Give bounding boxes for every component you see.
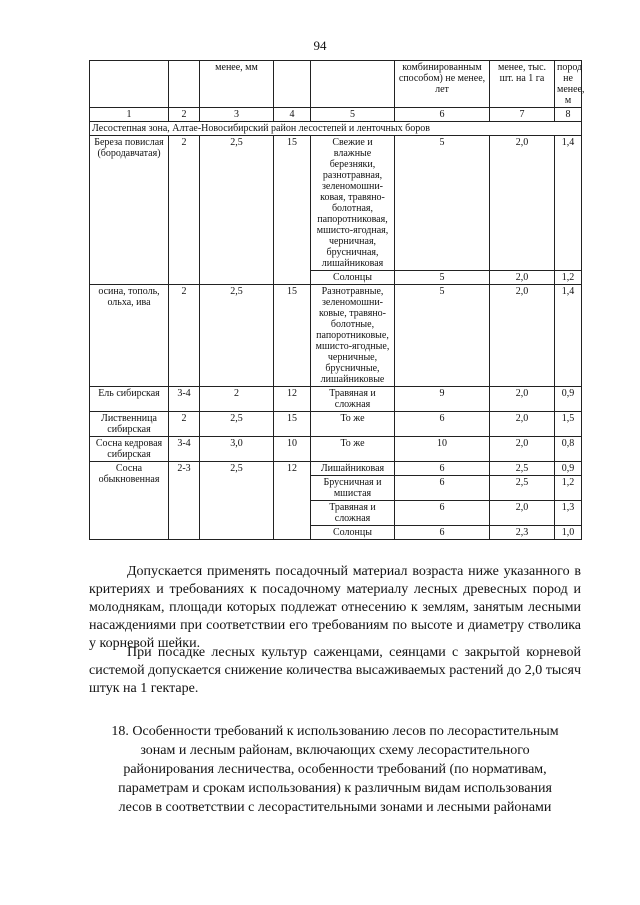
age-cell: 2 — [169, 136, 200, 285]
page-number: 94 — [313, 38, 327, 53]
paragraph-substandard-material: Допускается применять посадочный материал возраста ниже указанного в критериях и требованиях к посадочному материалу лесных древесных пород и молоднякам, площади которых подлежат отнесению к землям, занятым лесными насаждениями при соответствии его требованиям по высоте и диаметру стволика у корневой шейки. — [89, 564, 581, 651]
cell-col8: 1,4 — [555, 285, 582, 387]
height-cell: 10 — [274, 437, 311, 462]
table-row — [90, 136, 582, 271]
zone-label: Лесостепная зона, Алтае-Новосибирский район лесостепей и ленточных боров — [90, 122, 582, 136]
species-cell: Ель сибирская — [90, 387, 169, 412]
column-number: 3 — [200, 108, 274, 122]
species-cell: Береза повислая (бородавчатая) — [90, 136, 169, 285]
cell-col8: 1,2 — [555, 271, 582, 285]
cell-col8: 1,0 — [555, 526, 582, 540]
forest-type-cell: Травяная и сложная — [311, 387, 395, 412]
header-cell-3: менее, мм — [200, 61, 274, 108]
forest-type-cell: Брусничная и мшистая — [311, 476, 395, 501]
planting-criteria-table — [89, 60, 585, 540]
cell-col8: 1,2 — [555, 476, 582, 501]
age-cell: 2 — [169, 412, 200, 437]
cell-col7: 2,0 — [490, 437, 555, 462]
forest-type-cell: Солонцы — [311, 526, 395, 540]
cell-col8: 0,9 — [555, 462, 582, 476]
header-cell-5 — [311, 61, 395, 108]
diameter-cell: 2,5 — [200, 412, 274, 437]
table-row — [90, 437, 582, 462]
height-cell: 15 — [274, 285, 311, 387]
cell-col7: 2,0 — [490, 136, 555, 271]
species-cell: Сосна кедровая сибирская — [90, 437, 169, 462]
table-row — [90, 462, 582, 476]
diameter-cell: 2,5 — [200, 136, 274, 285]
cell-col8: 1,3 — [555, 501, 582, 526]
column-number: 5 — [311, 108, 395, 122]
forest-type-cell: Лишайниковая — [311, 462, 395, 476]
cell-col8: 0,9 — [555, 387, 582, 412]
column-number: 8 — [555, 108, 582, 122]
cell-col8: 1,4 — [555, 136, 582, 271]
cell-col6: 5 — [395, 136, 490, 271]
diameter-cell: 2,5 — [200, 285, 274, 387]
age-cell: 3-4 — [169, 437, 200, 462]
header-cell-4 — [274, 61, 311, 108]
cell-col7: 2,0 — [490, 387, 555, 412]
cell-col6: 6 — [395, 526, 490, 540]
forest-type-cell: То же — [311, 437, 395, 462]
table-header-row — [90, 61, 582, 108]
cell-col7: 2,0 — [490, 412, 555, 437]
cell-col6: 6 — [395, 412, 490, 437]
table-row — [90, 387, 582, 412]
table-row — [90, 412, 582, 437]
height-cell: 15 — [274, 136, 311, 285]
cell-col7: 2,3 — [490, 526, 555, 540]
cell-col6: 5 — [395, 285, 490, 387]
header-cell-7: менее, тыс. шт. на 1 га — [490, 61, 555, 108]
cell-col6: 6 — [395, 462, 490, 476]
column-number-row — [90, 108, 582, 122]
cell-col7: 2,5 — [490, 476, 555, 501]
zone-row — [90, 122, 582, 136]
paragraph-closed-root-system: При посадке лесных культур саженцами, сеянцами с закрытой корневой системой допускается снижение количества высаживаемых растений до 2,0 тысяч штук на 1 гектаре. — [89, 645, 581, 696]
species-cell: Сосна обыкновенная — [90, 462, 169, 540]
cell-col7: 2,0 — [490, 501, 555, 526]
forest-type-cell: Травяная и сложная — [311, 501, 395, 526]
cell-col7: 2,5 — [490, 462, 555, 476]
cell-col6: 5 — [395, 271, 490, 285]
cell-col6: 6 — [395, 476, 490, 501]
section-heading: 18. Особенности требований к использованию лесов по лесорастительным зонам и лесным районам, включающих схему лесорастительного районирования лесничества, особенности требований (по нормативам, параметрам и срокам использования) к различным видам использования лесов в соответствии с лесорастительными зонами и лесными районами — [111, 724, 559, 815]
header-cell-6: комбинированным способом) не менее, лет — [395, 61, 490, 108]
age-cell: 2 — [169, 285, 200, 387]
forest-type-cell: То же — [311, 412, 395, 437]
header-cell-2 — [169, 61, 200, 108]
diameter-cell: 2,5 — [200, 462, 274, 540]
column-number: 2 — [169, 108, 200, 122]
forest-type-cell: Солонцы — [311, 271, 395, 285]
cell-col7: 2,0 — [490, 285, 555, 387]
column-number: 7 — [490, 108, 555, 122]
table-body — [90, 136, 582, 540]
column-number: 6 — [395, 108, 490, 122]
age-cell: 3-4 — [169, 387, 200, 412]
age-cell: 2-3 — [169, 462, 200, 540]
height-cell: 12 — [274, 462, 311, 540]
cell-col8: 0,8 — [555, 437, 582, 462]
forest-type-cell: Разнотравные, зеленомошни-ковые, травяно-болотные, папоротниковые, мшисто-ягодные, черничные, брусничные, лишайниковые — [311, 285, 395, 387]
cell-col6: 6 — [395, 501, 490, 526]
forest-type-cell: Свежие и влажные березняки, разнотравная, зеленомошни-ковая, травяно-болотная, папоротниковая, мшисто-ягодная, черничная, брусничная, лишайниковая — [311, 136, 395, 271]
height-cell: 15 — [274, 412, 311, 437]
height-cell: 12 — [274, 387, 311, 412]
header-cell-1 — [90, 61, 169, 108]
cell-col6: 9 — [395, 387, 490, 412]
cell-col6: 10 — [395, 437, 490, 462]
species-cell: осина, тополь, ольха, ива — [90, 285, 169, 387]
header-cell-8: пород не менее, м — [555, 61, 582, 108]
cell-col7: 2,0 — [490, 271, 555, 285]
column-number: 1 — [90, 108, 169, 122]
cell-col8: 1,5 — [555, 412, 582, 437]
species-cell: Лиственница сибирская — [90, 412, 169, 437]
diameter-cell: 2 — [200, 387, 274, 412]
diameter-cell: 3,0 — [200, 437, 274, 462]
table-row — [90, 285, 582, 387]
column-number: 4 — [274, 108, 311, 122]
